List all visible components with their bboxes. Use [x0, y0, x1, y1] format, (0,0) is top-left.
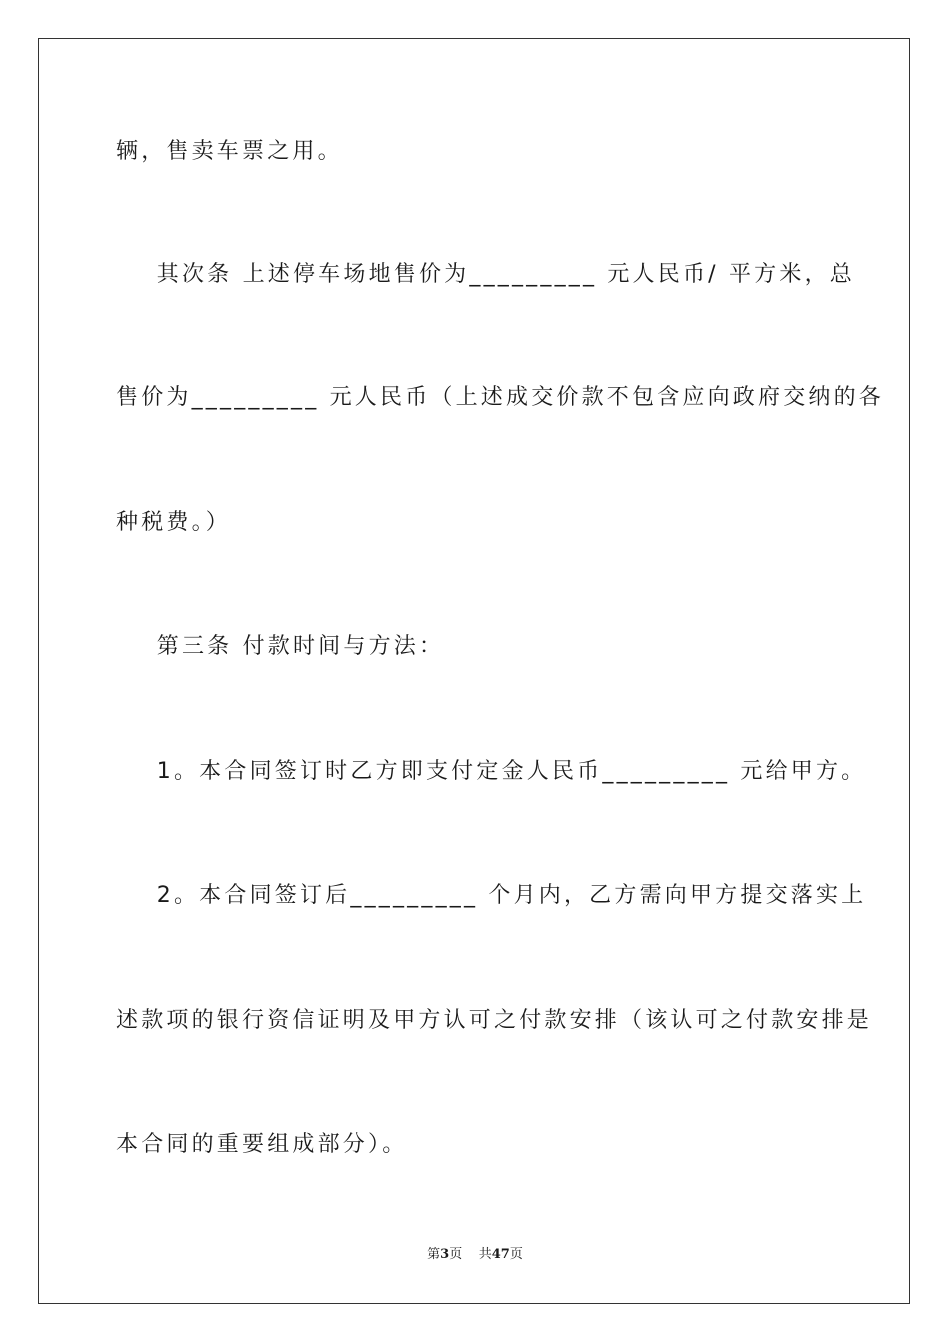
total-pages: 47	[491, 1247, 510, 1262]
total-prefix: 共	[478, 1247, 492, 1262]
total-suffix: 页	[509, 1247, 523, 1262]
text-line-8: 述款项的银行资信证明及甲方认可之付款安排（该认可之付款安排是	[116, 1008, 873, 1033]
text-line-5: 第三条 付款时间与方法：	[116, 634, 445, 659]
page-number: 3	[440, 1247, 450, 1262]
page-border	[38, 38, 910, 1304]
text-line-6: 1。本合同签订时乙方即支付定金人民币_________ 元给甲方。	[116, 759, 867, 784]
page-suffix: 页	[449, 1247, 463, 1262]
text-line-2: 其次条 上述停车场地售价为_________ 元人民币/ 平方米，总	[116, 262, 855, 287]
text-line-4: 种税费。）	[116, 510, 232, 535]
text-line-3: 售价为_________ 元人民币（上述成交价款不包含应向政府交纳的各	[116, 385, 884, 410]
page-footer	[0, 1246, 950, 1264]
page-prefix: 第	[427, 1247, 441, 1262]
text-line-7: 2。本合同签订后_________ 个月内，乙方需向甲方提交落实上	[116, 883, 867, 908]
text-line-1: 辆，售卖车票之用。	[116, 139, 343, 164]
text-line-9: 本合同的重要组成部分）。	[116, 1132, 408, 1157]
